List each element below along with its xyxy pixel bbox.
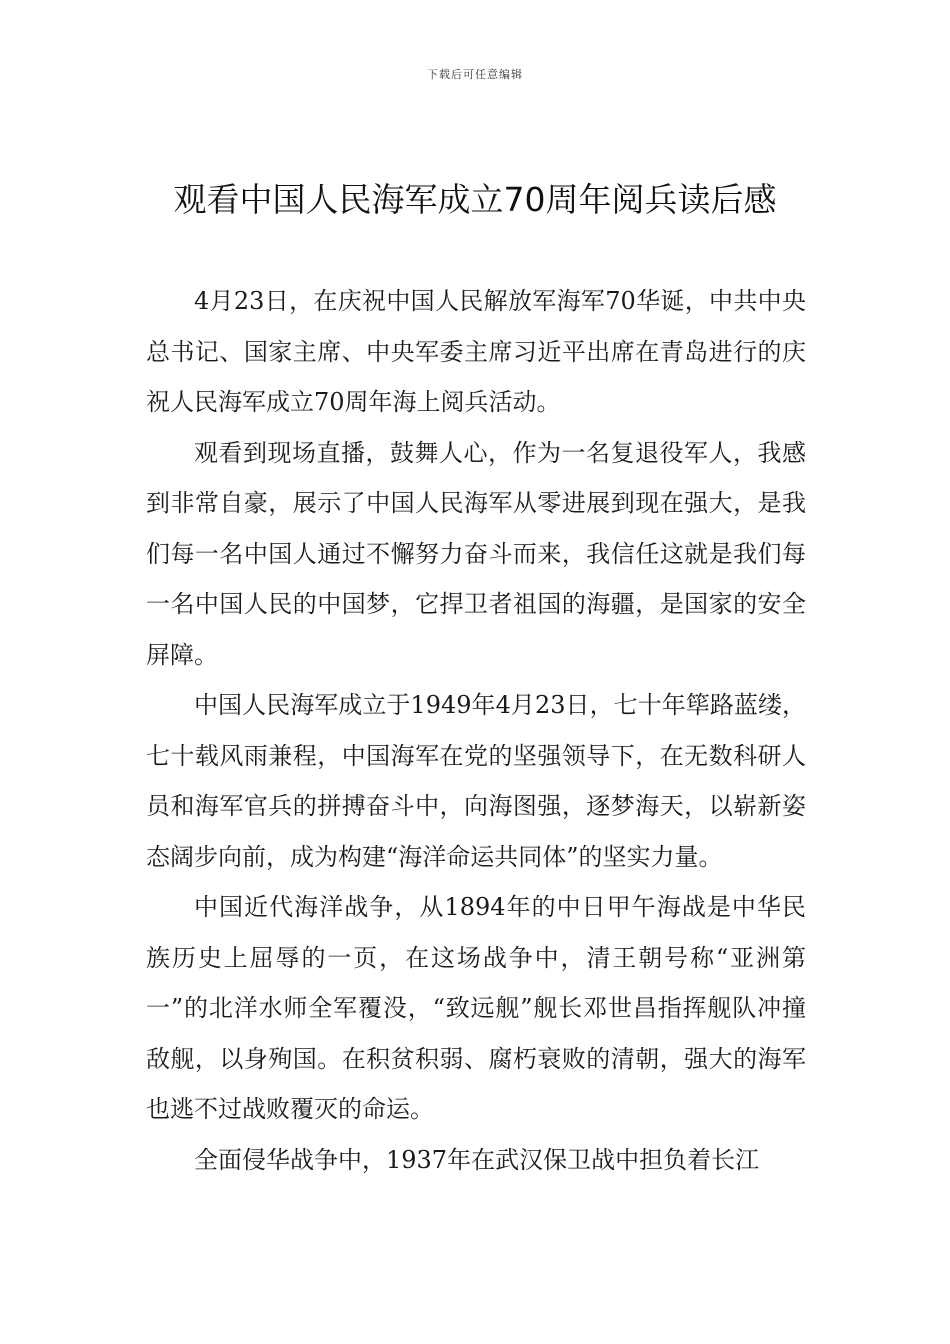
paragraph-1: 4月23日，在庆祝中国人民解放军海军70华诞，中共中央总书记、国家主席、中央军委主席习近平出席在青岛进行的庆祝人民海军成立70周年海上阅兵活动。 bbox=[146, 287, 806, 416]
document-body bbox=[146, 276, 806, 1185]
paragraph-5: 全面侵华战争中，1937年在武汉保卫战中担负着长江 bbox=[194, 1145, 760, 1174]
paragraph-4: 中国近代海洋战争，从1894年的中日甲午海战是中华民族历史上屈辱的一页，在这场战争中，清王朝号称“亚洲第一”的北洋水师全军覆没，“致远舰”舰长邓世昌指挥舰队冲撞敌舰，以身殉国。在积贫积弱、腐朽衰败的清朝，强大的海军也逃不过战败覆灭的命运。 bbox=[146, 893, 806, 1123]
page-header-note: 下载后可任意编辑 bbox=[427, 68, 523, 81]
document-title: 观看中国人民海军成立70周年阅兵读后感 bbox=[173, 180, 777, 219]
paragraph-2: 观看到现场直播，鼓舞人心，作为一名复退役军人，我感到非常自豪，展示了中国人民海军从零进展到现在强大，是我们每一名中国人通过不懈努力奋斗而来，我信任这就是我们每一名中国人民的中国梦，它捍卫者祖国的海疆，是国家的安全屏障。 bbox=[146, 438, 806, 669]
paragraph-3: 中国人民海军成立于1949年4月23日，七十年筚路蓝缕，七十载风雨兼程，中国海军在党的坚强领导下，在无数科研人员和海军官兵的拼搏奋斗中，向海图强，逐梦海天，以崭新姿态阔步向前，成为构建“海洋命运共同体”的坚实力量。 bbox=[146, 691, 806, 871]
